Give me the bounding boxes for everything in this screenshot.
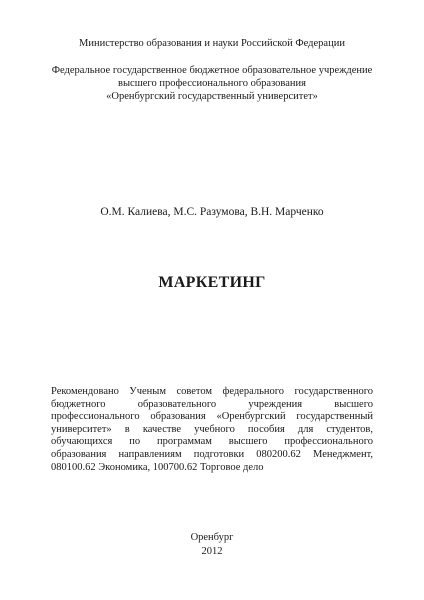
recommendation-text: Рекомендовано Ученым советом федерального государственного бюджетного образовательного учреждения высшего профессионального образования «Оренбургский государственный университет» в качестве учебного пособия для студентов, обучающихся по программам высшего профессионального образования направлениям подготовки 080200.62 Менеджмент, 080100.62 Экономика, 100700.62 Торговое дело	[51, 386, 373, 473]
authors: О.М. Калиева, М.С. Разумова, В.Н. Марченко	[100, 206, 324, 218]
institution-line-3: «Оренбургский государственный университет»	[106, 91, 318, 102]
publication-city: Оренбург	[190, 532, 234, 543]
institution-line-2: высшего профессионального образования	[118, 78, 306, 89]
publication-year: 2012	[201, 546, 223, 557]
book-title: МАРКЕТИНГ	[158, 274, 266, 291]
ministry-name: Министерство образования и науки Российской Федерации	[79, 38, 345, 49]
institution-block	[0, 64, 424, 103]
institution-line-1: Федеральное государственное бюджетное образовательное учреждение	[51, 65, 373, 76]
